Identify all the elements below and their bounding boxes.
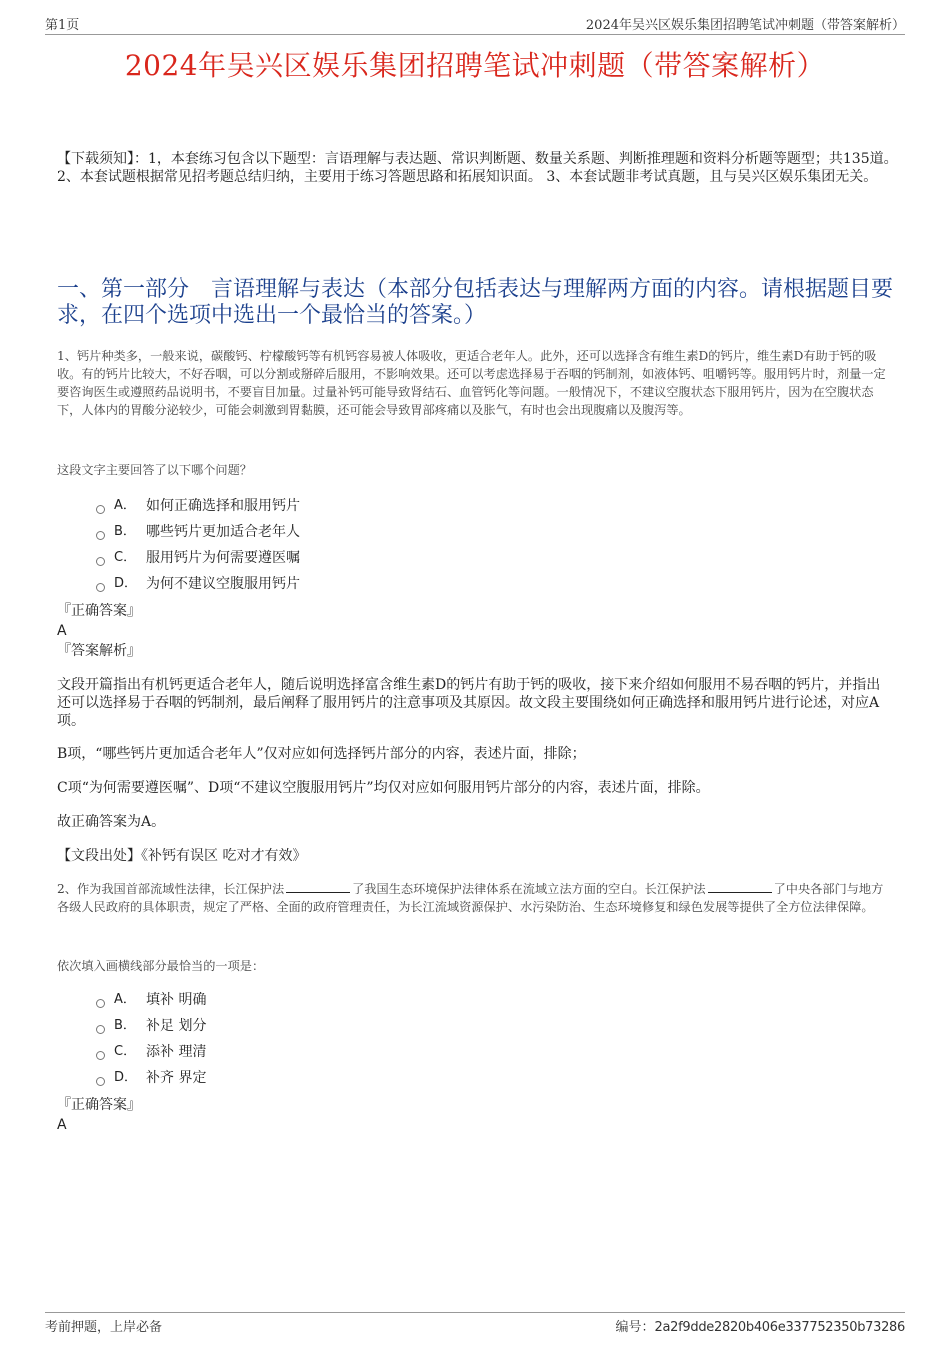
question-2-option-c[interactable]: [96, 1039, 206, 1065]
option-letter: B．: [114, 1018, 136, 1033]
download-notice: 【下载须知】：1，本套练习包含以下题型：言语理解与表达题、常识判断题、数量关系题、判断推理题和资料分析题等题型；共135道。 2、本套试题根据常见招考题总结归纳，主要用于练习答题思路和拓展知识面。 3、本套试题非考试真题，且与吴兴区娱乐集团无关。: [57, 151, 898, 185]
answer-value: A: [57, 623, 67, 639]
question-1-option-d[interactable]: [96, 571, 300, 597]
header-doc-title: 2024年吴兴区娱乐集团招聘笔试冲刺题（带答案解析）: [585, 18, 905, 33]
question-1-answer-block: [57, 601, 141, 661]
question-1-text: 1、钙片种类多，一般来说，碳酸钙、柠檬酸钙等有机钙容易被人体吸收，更适合老年人。此外，还可以选择含有维生素D的钙片，维生素D有助于钙的吸收。有的钙片比较大，不好吞咽，可以分割或掰碎后服用，不影响效果。还可以考虑选择易于吞咽的钙制剂，如液体钙、咀嚼钙等。服用钙片时，剂量一定要咨询医生或遵照药品说明书，不要盲目加量。过量补钙可能导致肾结石、血管钙化等问题。一般情况下，不建议空腹状态下服用钙片，因为在空腹状态下，人体内的胃酸分泌较少，可能会刺激到胃黏膜，还可能会导致胃部疼痛以及胀气，有时也会出现腹痛以及腹泻等。: [57, 349, 886, 417]
option-text: 补齐 界定: [146, 1070, 207, 1086]
footer-code-label: 编号：: [615, 1320, 655, 1335]
radio-icon[interactable]: [96, 505, 105, 514]
question-1-options: [96, 493, 300, 597]
analysis-label: 『答案解析』: [57, 643, 141, 659]
option-letter: C．: [114, 1044, 137, 1059]
question-2-answer-block: [57, 1095, 141, 1135]
answer-value: A: [57, 1117, 67, 1133]
question-2-options: [96, 987, 206, 1091]
question-1-analysis: [57, 676, 892, 730]
question-2-text-part3: 了中央各部门与地方各级人民政府的具体职责，规定了严格、全面的政府管理责任，为长江流域资源保护、水污染防治、生态环境修复和绿色发展等提供了全方位法律保障。: [57, 882, 884, 914]
option-text: 补足 划分: [146, 1018, 207, 1034]
question-2-option-a[interactable]: [96, 987, 206, 1013]
radio-icon[interactable]: [96, 531, 105, 540]
option-text: 填补 明确: [146, 992, 207, 1008]
radio-icon[interactable]: [96, 1051, 105, 1060]
question-1-source: [57, 847, 892, 865]
question-2-option-d[interactable]: [96, 1065, 206, 1091]
analysis-paragraph: 文段开篇指出有机钙更适合老年人，随后说明选择富含维生素D的钙片有助于钙的吸收，接下来介绍如何服用不易吞咽的钙片，并指出还可以选择易于吞咽的钙制剂，最后阐释了服用钙片的注意事项及其原因。故文段主要围绕如何正确选择和服用钙片进行论述，对应A项。: [57, 677, 881, 729]
radio-icon[interactable]: [96, 1077, 105, 1086]
question-2-text: [57, 880, 892, 916]
option-letter: D．: [114, 576, 138, 591]
radio-icon[interactable]: [96, 999, 105, 1008]
footer-code-value: 2a2f9dde2820b406e337752350b73286: [654, 1320, 905, 1335]
question-1-prompt: 这段文字主要回答了以下哪个问题？: [57, 463, 252, 477]
page-header: [45, 14, 905, 35]
answer-label: 『正确答案』: [57, 603, 141, 619]
section-title: 一、第一部分 言语理解与表达（本部分包括表达与理解两方面的内容。请根据题目要求，在四个选项中选出一个最恰当的答案。）: [57, 277, 894, 328]
option-letter: A．: [114, 992, 136, 1007]
document-title: 2024年吴兴区娱乐集团招聘笔试冲刺题（带答案解析）: [124, 49, 826, 82]
radio-icon[interactable]: [96, 557, 105, 566]
radio-icon[interactable]: [96, 583, 105, 592]
option-text: 哪些钙片更加适合老年人: [146, 524, 300, 540]
fill-blank-1: [286, 880, 350, 893]
answer-label: 『正确答案』: [57, 1097, 141, 1113]
option-text: 添补 理清: [146, 1044, 207, 1060]
option-letter: D．: [114, 1070, 138, 1085]
option-letter: B．: [114, 524, 136, 539]
question-2-prompt: 依次填入画横线部分最恰当的一项是：: [57, 959, 265, 973]
question-1-option-c[interactable]: [96, 545, 300, 571]
question-2-text-part1: 2、作为我国首部流域性法律，长江保护法: [57, 882, 285, 896]
option-letter: C．: [114, 550, 137, 565]
question-1-analysis-b: [57, 745, 892, 763]
source-citation: 【文段出处】《补钙有误区 吃对才有效》: [57, 848, 307, 864]
question-1-option-a[interactable]: [96, 493, 300, 519]
analysis-paragraph: C项“为何需要遵医嘱”、D项“不建议空腹服用钙片”均仅对应如何服用钙片部分的内容，表述片面，排除。: [57, 780, 710, 796]
footer-slogan: 考前押题，上岸必备: [45, 1320, 163, 1335]
analysis-paragraph: 故正确答案为A。: [57, 814, 166, 830]
option-text: 如何正确选择和服用钙片: [146, 498, 300, 514]
analysis-paragraph: B项，“哪些钙片更加适合老年人”仅对应如何选择钙片部分的内容，表述片面，排除；: [57, 746, 586, 762]
radio-icon[interactable]: [96, 1025, 105, 1034]
option-letter: A．: [114, 498, 136, 513]
question-1-conclusion: [57, 813, 892, 831]
question-2-text-part2: 了我国生态环境保护法律体系在流域立法方面的空白。长江保护法: [352, 882, 706, 896]
footer-code: [616, 1316, 905, 1335]
question-2-option-b[interactable]: [96, 1013, 206, 1039]
page-number: 第1页: [45, 18, 80, 33]
option-text: 服用钙片为何需要遵医嘱: [146, 550, 300, 566]
question-1-option-b[interactable]: [96, 519, 300, 545]
option-text: 为何不建议空腹服用钙片: [146, 576, 300, 592]
fill-blank-2: [708, 880, 772, 893]
page-footer: [45, 1312, 905, 1334]
question-1-analysis-cd: [57, 779, 892, 797]
